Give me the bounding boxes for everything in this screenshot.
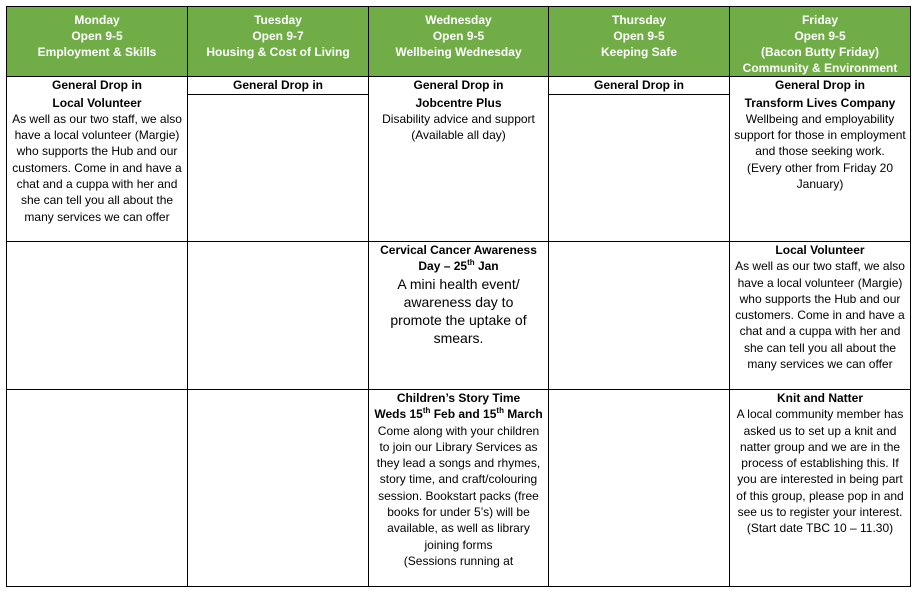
tuesday-empty-cell (188, 242, 369, 390)
day-name: Tuesday (254, 13, 302, 27)
event-description: As well as our two staff, we also have a local volunteer (Margie) who supports the Hub and our customers. Come in and have a chat and a cuppa with her and she can tell you all about the many services we can offer (735, 259, 905, 372)
event-date-text: Feb and 15 (430, 407, 497, 422)
tuesday-empty-cell (188, 390, 369, 587)
wednesday-childrens-story-time (369, 390, 549, 587)
event-date-text: Day – 25 (418, 259, 468, 274)
event-title: Local Volunteer (775, 243, 865, 257)
schedule-row-3 (7, 390, 911, 587)
header-tuesday (188, 7, 369, 77)
friday-knit-and-natter (730, 390, 911, 587)
thursday-empty-cell (549, 390, 730, 587)
header-row (7, 7, 911, 77)
header-thursday (549, 7, 730, 77)
header-monday (7, 7, 188, 77)
day-theme-secondary: Community & Environment (742, 61, 898, 75)
event-note: (Every other from Friday 20 January) (746, 160, 894, 191)
day-theme: Keeping Safe (600, 45, 678, 59)
ordinal-suffix: th (422, 406, 431, 416)
day-theme: Employment & Skills (37, 45, 157, 59)
event-title: Local Volunteer (52, 95, 142, 110)
event-title: Knit and Natter (776, 391, 863, 405)
event-description: Wellbeing and employability support for those in employment and those seeking work. (734, 111, 906, 159)
wednesday-jobcentre-plus (369, 95, 549, 242)
day-theme: Wellbeing Wednesday (395, 45, 522, 59)
drop-in-row (7, 77, 911, 95)
day-name: Thursday (611, 13, 666, 27)
monday-local-volunteer (7, 95, 188, 242)
day-theme: (Bacon Butty Friday) (760, 45, 879, 59)
event-date-month: Jan (474, 259, 499, 274)
event-description: As well as our two staff, we also have a local volunteer (Margie) who supports the Hub and our customers. Come in and have a chat and a cuppa with her and she can tell you all about the many services we can offer (12, 111, 182, 224)
wednesday-cervical-cancer-awareness (369, 242, 549, 390)
event-note: (Sessions running at (403, 553, 514, 568)
day-name: Monday (74, 13, 120, 27)
monday-empty-cell (7, 242, 188, 390)
thursday-empty-cell (549, 242, 730, 390)
day-hours: Open 9-5 (71, 29, 123, 43)
monday-empty-cell (7, 390, 188, 587)
day-name: Wednesday (425, 13, 492, 27)
drop-in-tuesday: General Drop in (188, 77, 369, 95)
weekly-schedule-table (6, 6, 911, 587)
day-name: Friday (801, 13, 838, 27)
event-description: Come along with your children to join our Library Services as they lead a songs and rhymes, story time, and craft/colouring session. Bookstart packs (free books for under 5’s) will be available, as well as library joining forms (376, 423, 541, 552)
header-wednesday (369, 7, 549, 77)
friday-local-volunteer (730, 242, 911, 390)
drop-in-thursday: General Drop in (549, 77, 730, 95)
tuesday-empty-cell (188, 95, 369, 242)
event-dates (373, 406, 544, 422)
schedule-row-2 (7, 242, 911, 390)
event-title: Children’s Story Time (396, 391, 521, 405)
day-hours: Open 9-5 (432, 29, 485, 43)
drop-in-monday: General Drop in (7, 77, 188, 95)
header-friday (730, 7, 911, 77)
schedule-row-1 (7, 95, 911, 242)
event-date-text: March (503, 407, 543, 422)
event-title: Transform Lives Company (744, 95, 896, 110)
ordinal-suffix: th (496, 406, 504, 416)
thursday-empty-cell (549, 95, 730, 242)
event-date (373, 258, 544, 274)
event-description: Disability advice and support (382, 111, 535, 126)
event-description: A local community member has asked us to set up a knit and natter group and we are in the process of establishing this. If you are interested in being part of this group, please pop in and see us to register your interest. (736, 407, 904, 520)
day-hours: Open 9-5 (613, 29, 665, 43)
event-title: Jobcentre Plus (415, 95, 502, 110)
friday-transform-lives (730, 95, 911, 242)
ordinal-suffix: th (467, 258, 475, 268)
event-date-text: Weds 15 (374, 407, 423, 422)
event-description: A mini health event/ awareness day to promote the uptake of smears. (390, 275, 527, 346)
drop-in-friday: General Drop in (730, 77, 911, 95)
day-hours: Open 9-7 (252, 29, 304, 43)
drop-in-wednesday: General Drop in (369, 77, 549, 95)
day-theme: Housing & Cost of Living (206, 45, 350, 59)
event-title: Cervical Cancer Awareness (380, 243, 537, 257)
event-note: (Start date TBC 10 – 11.30) (746, 521, 894, 536)
event-note: (Available all day) (411, 128, 506, 143)
day-hours: Open 9-5 (794, 29, 846, 43)
